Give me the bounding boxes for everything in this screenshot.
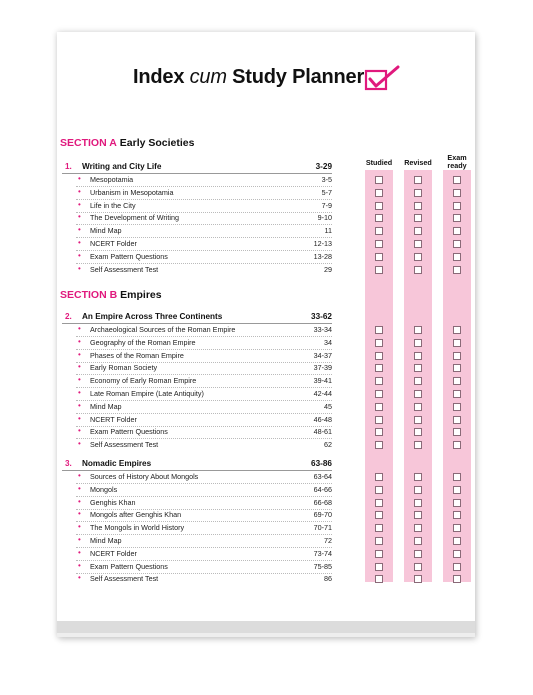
list-item bbox=[62, 472, 332, 483]
bullet-icon: • bbox=[78, 535, 81, 544]
progress-checkbox[interactable] bbox=[414, 550, 422, 558]
list-item bbox=[62, 427, 332, 438]
progress-checkbox[interactable] bbox=[375, 473, 383, 481]
item-pages: 34-37 bbox=[313, 350, 332, 360]
list-item bbox=[62, 213, 332, 224]
item-title: Self Assessment Test bbox=[90, 440, 159, 450]
progress-checkbox[interactable] bbox=[453, 227, 461, 235]
progress-checkbox[interactable] bbox=[375, 352, 383, 360]
bullet-icon: • bbox=[78, 573, 81, 583]
bullet-icon: • bbox=[78, 362, 81, 372]
section-code: SECTION B bbox=[60, 289, 118, 301]
progress-checkbox[interactable] bbox=[375, 266, 383, 274]
progress-checkbox[interactable] bbox=[453, 563, 461, 571]
item-title: Self Assessment Test bbox=[90, 264, 159, 274]
progress-checkbox[interactable] bbox=[453, 364, 461, 372]
list-item bbox=[62, 201, 332, 212]
progress-checkbox[interactable] bbox=[414, 202, 422, 210]
progress-checkbox[interactable] bbox=[414, 326, 422, 334]
bullet-icon: • bbox=[78, 483, 81, 493]
progress-checkbox[interactable] bbox=[414, 377, 422, 385]
section-code: SECTION A bbox=[60, 137, 117, 149]
progress-checkbox[interactable] bbox=[414, 189, 422, 197]
progress-checkbox[interactable] bbox=[375, 227, 383, 235]
chapter-divider bbox=[62, 470, 332, 471]
item-pages: 9-10 bbox=[317, 213, 332, 223]
progress-checkbox[interactable] bbox=[414, 441, 422, 449]
progress-checkbox[interactable] bbox=[453, 524, 461, 532]
progress-checkbox[interactable] bbox=[375, 550, 383, 558]
item-pages: 37-39 bbox=[313, 363, 332, 373]
progress-checkbox[interactable] bbox=[453, 266, 461, 274]
progress-checkbox[interactable] bbox=[453, 416, 461, 424]
progress-checkbox[interactable] bbox=[453, 473, 461, 481]
progress-checkbox[interactable] bbox=[414, 240, 422, 248]
item-title: Geography of the Roman Empire bbox=[90, 337, 196, 347]
progress-checkbox[interactable] bbox=[453, 486, 461, 494]
progress-checkbox[interactable] bbox=[375, 253, 383, 261]
progress-checkbox[interactable] bbox=[414, 511, 422, 519]
progress-checkbox[interactable] bbox=[414, 390, 422, 398]
item-title: NCERT Folder bbox=[90, 548, 137, 558]
list-item bbox=[62, 536, 332, 547]
bullet-icon: • bbox=[78, 199, 81, 209]
item-pages: 3-5 bbox=[321, 175, 332, 184]
section-name: Empires bbox=[120, 289, 162, 301]
item-title: Mind Map bbox=[90, 401, 122, 411]
chapter-number: 2. bbox=[65, 312, 72, 321]
bullet-icon: • bbox=[78, 496, 81, 506]
item-title: Early Roman Society bbox=[90, 363, 158, 373]
progress-checkbox[interactable] bbox=[453, 550, 461, 558]
progress-checkbox[interactable] bbox=[414, 416, 422, 424]
list-item bbox=[62, 188, 332, 199]
progress-checkbox[interactable] bbox=[414, 176, 422, 184]
page-edge-shadow bbox=[57, 633, 475, 637]
item-title: Mongols bbox=[90, 484, 118, 494]
list-item bbox=[62, 265, 332, 276]
progress-checkbox[interactable] bbox=[375, 524, 383, 532]
list-item bbox=[62, 351, 332, 362]
progress-checkbox[interactable] bbox=[414, 575, 422, 583]
progress-checkbox[interactable] bbox=[453, 240, 461, 248]
bullet-icon: • bbox=[78, 547, 81, 557]
progress-checkbox[interactable] bbox=[414, 364, 422, 372]
bullet-icon: • bbox=[78, 471, 81, 480]
item-title: NCERT Folder bbox=[90, 414, 137, 424]
item-title: Sources of History About Mongols bbox=[90, 472, 199, 481]
item-title: Urbanism in Mesopotamia bbox=[90, 187, 174, 197]
progress-checkbox[interactable] bbox=[453, 441, 461, 449]
progress-checkbox[interactable] bbox=[375, 486, 383, 494]
item-pages: 12-13 bbox=[313, 239, 332, 248]
chapter-pages: 33-62 bbox=[311, 312, 332, 321]
progress-checkbox[interactable] bbox=[375, 575, 383, 583]
item-pages: 72 bbox=[324, 536, 332, 545]
bullet-icon: • bbox=[78, 186, 81, 196]
item-title: The Development of Writing bbox=[90, 213, 179, 223]
checkmark-box-icon bbox=[360, 64, 402, 94]
progress-checkbox[interactable] bbox=[453, 499, 461, 507]
item-title: Genghis Khan bbox=[90, 497, 136, 507]
progress-checkbox[interactable] bbox=[414, 537, 422, 545]
progress-checkbox[interactable] bbox=[453, 390, 461, 398]
page-title bbox=[133, 66, 364, 89]
list-item bbox=[62, 562, 332, 573]
bullet-icon: • bbox=[78, 522, 81, 532]
column-header-1: Studied bbox=[365, 158, 393, 167]
progress-checkbox[interactable] bbox=[375, 416, 383, 424]
chapter-title: An Empire Across Three Continents bbox=[82, 312, 223, 321]
bullet-icon: • bbox=[78, 336, 81, 346]
item-title: The Mongols in World History bbox=[90, 523, 185, 533]
item-pages: 64-66 bbox=[313, 484, 332, 494]
item-title: Exam Pattern Questions bbox=[90, 427, 168, 437]
progress-checkbox[interactable] bbox=[414, 473, 422, 481]
item-pages: 75-85 bbox=[313, 561, 332, 571]
item-title: Phases of the Roman Empire bbox=[90, 350, 184, 360]
progress-checkbox[interactable] bbox=[453, 339, 461, 347]
chapter-pages: 63-86 bbox=[311, 459, 332, 468]
list-item bbox=[62, 485, 332, 496]
progress-checkbox[interactable] bbox=[453, 202, 461, 210]
progress-checkbox[interactable] bbox=[414, 253, 422, 261]
progress-checkbox[interactable] bbox=[453, 575, 461, 583]
progress-checkbox[interactable] bbox=[414, 499, 422, 507]
list-item bbox=[62, 574, 332, 585]
bullet-icon: • bbox=[78, 212, 81, 222]
progress-checkbox[interactable] bbox=[453, 176, 461, 184]
progress-checkbox[interactable] bbox=[375, 390, 383, 398]
list-item bbox=[62, 498, 332, 509]
bullet-icon: • bbox=[78, 509, 81, 519]
progress-checkbox[interactable] bbox=[453, 253, 461, 261]
item-pages: 69-70 bbox=[313, 510, 332, 520]
progress-checkbox[interactable] bbox=[375, 240, 383, 248]
bullet-icon: • bbox=[78, 388, 81, 397]
progress-checkbox[interactable] bbox=[375, 189, 383, 197]
progress-checkbox[interactable] bbox=[453, 326, 461, 334]
list-item bbox=[62, 402, 332, 413]
bullet-icon: • bbox=[78, 439, 81, 449]
bullet-icon: • bbox=[78, 413, 81, 423]
bullet-icon: • bbox=[78, 250, 81, 260]
progress-checkbox[interactable] bbox=[453, 537, 461, 545]
chapter-divider bbox=[62, 323, 332, 324]
section-heading bbox=[60, 137, 195, 149]
bullet-icon: • bbox=[78, 225, 81, 235]
progress-checkbox[interactable] bbox=[453, 214, 461, 222]
list-item bbox=[62, 523, 332, 534]
progress-checkbox[interactable] bbox=[375, 202, 383, 210]
progress-checkbox[interactable] bbox=[375, 364, 383, 372]
item-pages: 33-34 bbox=[313, 325, 332, 334]
list-item bbox=[62, 549, 332, 560]
item-title: Late Roman Empire (Late Antiquity) bbox=[90, 389, 204, 398]
item-title: Mind Map bbox=[90, 226, 122, 236]
item-pages: 63-64 bbox=[313, 472, 332, 481]
chapter-pages: 3-29 bbox=[315, 162, 332, 171]
list-item bbox=[62, 252, 332, 263]
page-edge bbox=[57, 621, 475, 633]
list-item bbox=[62, 510, 332, 521]
bullet-icon: • bbox=[78, 560, 81, 570]
bullet-icon: • bbox=[78, 174, 81, 183]
item-pages: 70-71 bbox=[313, 523, 332, 533]
list-item bbox=[62, 363, 332, 374]
item-title: Life in the City bbox=[90, 200, 136, 210]
title-italic: cum bbox=[189, 66, 227, 88]
progress-checkbox[interactable] bbox=[375, 511, 383, 519]
bullet-icon: • bbox=[78, 238, 81, 247]
progress-checkbox[interactable] bbox=[414, 428, 422, 436]
item-pages: 73-74 bbox=[313, 548, 332, 558]
item-pages: 42-44 bbox=[313, 389, 332, 398]
progress-checkbox[interactable] bbox=[414, 214, 422, 222]
bullet-icon: • bbox=[78, 263, 81, 273]
item-title: Mesopotamia bbox=[90, 175, 134, 184]
item-title: Exam Pattern Questions bbox=[90, 561, 168, 571]
progress-checkbox[interactable] bbox=[375, 326, 383, 334]
list-item bbox=[62, 239, 332, 250]
item-pages: 5-7 bbox=[321, 187, 332, 197]
progress-checkbox[interactable] bbox=[414, 563, 422, 571]
list-item bbox=[62, 415, 332, 426]
progress-checkbox[interactable] bbox=[375, 499, 383, 507]
item-pages: 62 bbox=[324, 440, 332, 450]
item-pages: 11 bbox=[324, 226, 332, 236]
progress-checkbox[interactable] bbox=[414, 486, 422, 494]
section-heading bbox=[60, 289, 162, 301]
item-pages: 34 bbox=[324, 337, 332, 347]
item-title: Economy of Early Roman Empire bbox=[90, 376, 197, 386]
item-pages: 86 bbox=[324, 574, 332, 584]
progress-checkbox[interactable] bbox=[414, 266, 422, 274]
item-title: Mongols after Genghis Khan bbox=[90, 510, 182, 520]
chapter-number: 1. bbox=[65, 162, 72, 171]
progress-checkbox[interactable] bbox=[375, 428, 383, 436]
title-rest: Study Planner bbox=[232, 66, 365, 88]
list-item bbox=[62, 376, 332, 387]
chapter-number: 3. bbox=[65, 459, 72, 468]
title-main: Index bbox=[133, 66, 185, 88]
item-pages: 48-61 bbox=[313, 427, 332, 437]
progress-checkbox[interactable] bbox=[414, 352, 422, 360]
progress-checkbox[interactable] bbox=[453, 352, 461, 360]
chapter-divider bbox=[62, 173, 332, 174]
progress-checkbox[interactable] bbox=[453, 428, 461, 436]
progress-checkbox[interactable] bbox=[414, 403, 422, 411]
item-title: Self Assessment Test bbox=[90, 574, 159, 584]
bullet-icon: • bbox=[78, 324, 81, 333]
column-header-2: Revised bbox=[404, 158, 432, 167]
progress-checkbox[interactable] bbox=[414, 339, 422, 347]
item-title: Mind Map bbox=[90, 536, 122, 545]
progress-checkbox[interactable] bbox=[375, 441, 383, 449]
chapter-title: Nomadic Empires bbox=[82, 459, 152, 468]
list-item bbox=[62, 338, 332, 349]
bullet-icon: • bbox=[78, 400, 81, 410]
item-title: Archaeological Sources of the Roman Empire bbox=[90, 325, 236, 334]
bullet-icon: • bbox=[78, 349, 81, 359]
item-title: NCERT Folder bbox=[90, 239, 137, 248]
progress-checkbox[interactable] bbox=[375, 563, 383, 571]
section-name: Early Societies bbox=[119, 137, 195, 149]
progress-checkbox[interactable] bbox=[375, 339, 383, 347]
progress-checkbox[interactable] bbox=[414, 524, 422, 532]
item-pages: 66-68 bbox=[313, 497, 332, 507]
progress-checkbox[interactable] bbox=[414, 227, 422, 235]
bullet-icon: • bbox=[78, 426, 81, 436]
bullet-icon: • bbox=[78, 375, 81, 385]
list-item bbox=[62, 440, 332, 451]
item-pages: 46-48 bbox=[313, 414, 332, 424]
progress-checkbox[interactable] bbox=[453, 403, 461, 411]
list-item bbox=[62, 389, 332, 400]
item-pages: 45 bbox=[324, 401, 332, 411]
item-title: Exam Pattern Questions bbox=[90, 251, 168, 261]
progress-checkbox[interactable] bbox=[453, 511, 461, 519]
progress-checkbox[interactable] bbox=[375, 537, 383, 545]
list-item bbox=[62, 325, 332, 336]
progress-checkbox[interactable] bbox=[375, 377, 383, 385]
chapter-title: Writing and City Life bbox=[82, 162, 162, 171]
column-header-3: Exam ready bbox=[447, 153, 467, 170]
progress-checkbox[interactable] bbox=[375, 176, 383, 184]
item-pages: 29 bbox=[324, 264, 332, 274]
item-pages: 7-9 bbox=[321, 200, 332, 210]
item-pages: 13-28 bbox=[313, 251, 332, 261]
list-item bbox=[62, 175, 332, 186]
progress-checkbox[interactable] bbox=[375, 214, 383, 222]
list-item bbox=[62, 226, 332, 237]
progress-checkbox[interactable] bbox=[453, 189, 461, 197]
progress-checkbox[interactable] bbox=[375, 403, 383, 411]
progress-checkbox[interactable] bbox=[453, 377, 461, 385]
item-pages: 39-41 bbox=[313, 376, 332, 386]
